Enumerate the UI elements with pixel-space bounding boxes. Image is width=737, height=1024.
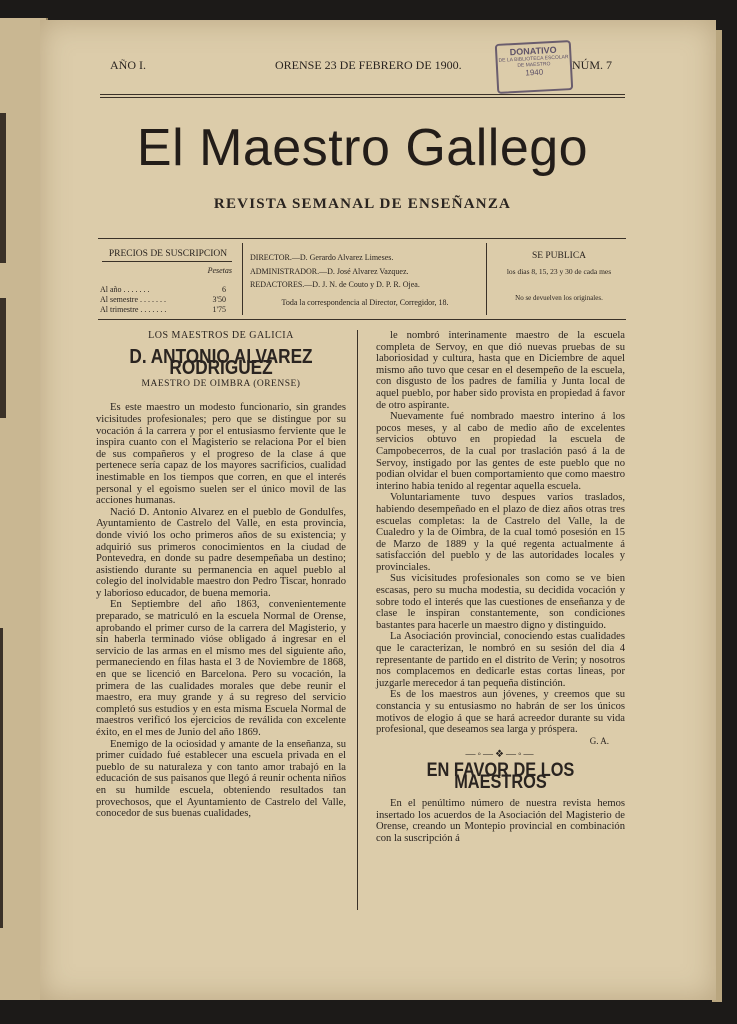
masthead-title: El Maestro Gallego [136,119,589,177]
staff-line: REDACTORES.—D. J. N. de Couto y D. P. R. Ojea. [250,280,420,289]
right-column [376,330,625,845]
library-stamp: DONATIVO DE LA BIBLIOTECA ESCOLAR DE MAESTRO 1940 [495,40,574,94]
issue-year: AÑO I. [110,58,146,72]
info-box [98,238,626,320]
staff-section [250,239,480,319]
paragraph: Es este maestro un modesto funcionario, sin grandes vicisitudes profesionales; pero que se distingue por su vocación á la carrera y por el entusiasmo ferviente que le inspira cuanto con el Magisterio se relaciona Por el bien de sus compañeros y el progreso de la clase á que pertenece sería capaz de los mayores sacrificios, cualidad inestimable en los tiempos que corren, en que el interés personal y el egoismo suelen ser el único movil de las acciones humanas. [96,402,346,507]
paragraph: le nombró interinamente maestro de la escuela completa de Servoy, en que dió nuevas pruebas de su laboriosidad y cultura, hasta que en Diciembre de aquel mismo año tuvo que cesar en el desempeño de la escuela, con disgusto de los padres de familia y Junta local de aquel pueblo, por haber sido provista en propiedad á favor de otro aspirante. [376,330,625,411]
article-body-left [96,402,346,819]
place-date: ORENSE 23 DE FEBRERO DE 1900. [275,58,462,72]
article-headline: D. ANTONIO ALVAREZ RODRIGUEZ [129,345,313,380]
article2-paragraph: En el penúltimo número de nuestra revista hemos insertado los acuerdos de la Asociación del Magisterio de Orense, creando un Montepio provincial en combinación con la suscripción á [376,798,625,844]
article2-headline: EN FAVOR DE LOS MAESTROS [426,759,575,793]
price-row: Al semestre . . . . . . . 3'50 [100,295,226,304]
left-column [96,330,346,820]
header-rule [100,94,625,95]
paragraph: Nació D. Antonio Alvarez en el pueblo de Gondulfes, Ayuntamiento de Castrelo del Valle, en esta provincia, donde vivió los ocho primeros años de su existencia; y adquirió sus primeros conocimientos en la ciudad de Pontevedra, en donde su padre desempeñaba un destino; asistiendo durante su permanencia en aquel pueblo al colegio del inolvidable maestro don Pedro Tiscar, honrado y laborioso educador, de buena memoria. [96,506,346,599]
staff-list [250,251,480,292]
paragraph: Voluntariamente tuvo despues varios traslados, habiendo desempeñado en el plazo de diez años otras tres escuelas completas: la de Castrelo del Valle, la de Cualedro y la de Oimbra, de la cual tomó posesión en 15 de Marzo de 1889 y la qué regenta actualmente á satisfacción del pueblo y de las autoridades locales y provinciales. [376,492,625,573]
paragraph: En Septiembre del año 1863, convenientemente preparado, se matriculó en la escuela Normal de Orense, aprobando el primer curso de la carrera del Magisterio, y sin haberla terminado vióse obligado á ingresar en el servicio de las armas en el mismo mes del siguiente año, permaneciendo en filas hasta el 3 de Noviembre de 1868, en que se licenció en Barcelona. Pero su vocación, la primera de las cualidades morales que debe reunir el maestro, era muy grande y á su regreso del servicio completó sus estudios y en esta misma Escuela Normal de maestros verificó los ejercicios de reválida con excelente éxito, en el mes de Junio del año 1869. [96,599,346,738]
correspondence-note: Toda la correspondencia al Director, Corregidor, 18. [281,297,449,307]
binding-mark [0,113,6,263]
prices-section [100,239,236,319]
publication-section [492,239,626,319]
article-signature: G. A. [589,735,609,746]
article-body-right [376,330,625,736]
paragraph: Sus vicisitudes profesionales son como se ve bien escasas, pero su mucha modestia, su decidida vocación y sobre todo el interés que las cuestiones de enseñanza y de clase le inspiran constantemente, son condiciones bastantes para hacerle un maestro digno y distinguido. [376,573,625,631]
paragraph: Enemigo de la ociosidad y amante de la enseñanza, su primer cuidado fué establecer una escuela privada en el pueblo de su naturaleza y con tanto amor trabajó en la educación de sus paisanos que llegó á reunir ochenta niños en su humilde escuela, obteniendo resultados tan provechosos, que el Ayuntamiento de Castrelo del Valle, conocedor de sus buenas cualidades, [96,738,346,820]
article-subhead: MAESTRO DE OIMBRA (ORENSE) [141,378,301,389]
originals-note: No se devuelven los originales. [515,294,603,302]
price-list [100,285,232,315]
publication-days: los dias 8, 15, 23 y 30 de cada mes [506,267,612,276]
price-row: Al trimestre . . . . . . . 1'75 [100,305,226,314]
publication-title: SE PUBLICA [531,251,587,261]
paragraph: Es de los maestros aun jóvenes, y creemos que su constancia y su entusiasmo no habrán de ser los únicos motivos de elogio á que se hará acreedor durante su vida profesional, que deseamos sea larga y próspera. [376,689,625,736]
column-separator [357,330,358,910]
header-rule [100,97,625,98]
paragraph: Nuevamente fué nombrado maestro interino á los pocos meses, y al cabo de medio año de excelentes servicios obtuvo en propiedad la escuela de Campobecerros, de la cual por traslación pasó á la de Servoy, instigado por las gentes de este pueblo que no podian olvidar el buen comportamiento que como maestro interino habia tenido al regentar aquella escuela. [376,411,625,492]
binding-mark [0,628,3,928]
paragraph: La Asociación provincial, conociendo estas cualidades que le caracterizan, le nombró en su sesión del dia 4 representante de partido en el distrito de Verin; y nosotros nos complacemos en dedicarle estas cortas lineas, por juzgarle merecedor á tan pequeña distinción. [376,631,625,689]
staff-line: DIRECTOR.—D. Gerardo Alvarez Limeses. [250,253,394,262]
section-ornament: —◦—❖—◦— [465,749,536,761]
prices-title: PRECIOS DE SUSCRIPCION [108,249,228,259]
binding-mark [0,298,6,418]
article-kicker: LOS MAESTROS DE GALICIA [148,330,294,341]
price-row: Al año . . . . . . . 6 [100,285,226,294]
currency-label: Pesetas [207,266,232,275]
staff-line: ADMINISTRADOR.—D. José Alvarez Vazquez. [250,266,409,276]
masthead-subtitle: REVISTA SEMANAL DE ENSEÑANZA [213,196,512,212]
issue-number: NÚM. 7 [572,58,613,72]
